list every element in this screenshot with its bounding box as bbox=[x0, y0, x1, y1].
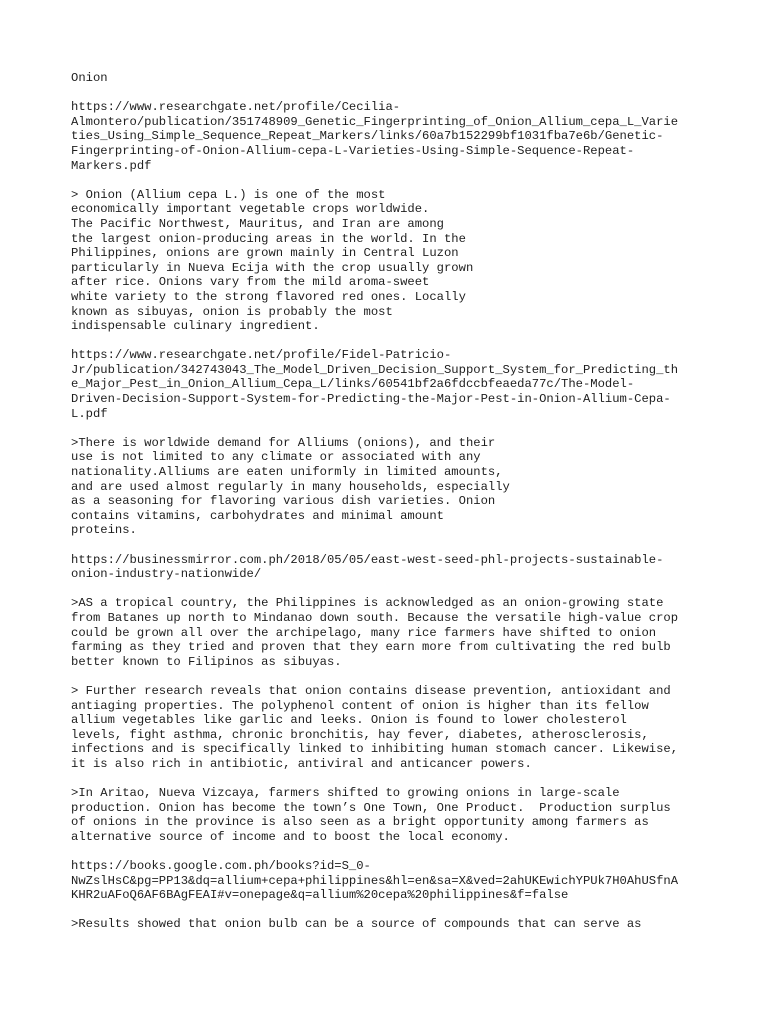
source-link-businessmirror[interactable]: https://businessmirror.com.ph/2018/05/05/east-west-seed-phl-projects-sustainable- onion-industry-nationwide/ bbox=[71, 552, 664, 582]
quote-tropical-country: >AS a tropical country, the Philippines is acknowledged as an onion-growing state from Batanes up north to Mindanao down south. Because the versatile high-value crop could be grown all over the archipelago, many rice farmers have shifted to onion farming as they tried and proven that they earn more from cultivating the red bulb better known to Filipinos as sibuyas. bbox=[71, 596, 679, 669]
quote-results-onion-bulb: >Results showed that onion bulb can be a source of compounds that can serve as bbox=[71, 917, 642, 932]
source-link-decision-support-system[interactable]: https://www.researchgate.net/profile/Fidel-Patricio- Jr/publication/342743043_The_Model_Driven_Decision_Support_System_for_Predicting_th e_Major_Pest_in_Onion_Allium_Cepa_L/links/60541bf2a6fdccbfeaeda77c/The-Model- Driven-Decision-Support-System-for-Predicting-the-Major-Pest-in-Onion-Allium-Cepa- L.pdf bbox=[71, 348, 679, 421]
quote-health-benefits: > Further research reveals that onion contains disease prevention, antioxidant and antiaging properties. The polyphenol content of onion is higher than its fellow allium vegetables like garlic and leeks. Onion is found to lower cholesterol levels, fight asthma, chronic bronchitis, hay fever, diabetes, atherosclerosis, infections and is specifically linked to inhibiting human stomach cancer. Likewise, it is also rich in antibiotic, antiviral and anticancer powers. bbox=[71, 683, 679, 771]
quote-aritao-farmers: >In Aritao, Nueva Vizcaya, farmers shifted to growing onions in large-scale production. Onion has become the town’s One Town, One Product. Production surplus of onions in the province is also seen as a bright opportunity among farmers as alternative source of income and to boost the local economy. bbox=[71, 786, 671, 844]
source-link-google-books[interactable]: https://books.google.com.ph/books?id=S_0- NwZslHsC&pg=PP13&dq=allium+cepa+philippines&hl=en&sa=X&ved=2ahUKEwichYPUk7H0AhUSfnA KHR2uAFoQ6AF6BAgFEAI#v=onepage&q=allium%20cepa%20philippines&f=false bbox=[71, 859, 679, 903]
quote-onion-economic-importance: > Onion (Allium cepa L.) is one of the most economically important vegetable crops worldwide. The Pacific Northwest, Mauritus, and Iran are among the largest onion-producing areas in the world. In the Philippines, onions are grown mainly in Central Luzon particularly in Nueva Ecija with the crop usually grown after rice. Onions vary from the mild aroma-sweet white variety to the strong flavored red ones. Locally known as sibuyas, onion is probably the most indispensable culinary ingredient. bbox=[71, 187, 474, 334]
document-body bbox=[71, 71, 711, 947]
quote-worldwide-demand: >There is worldwide demand for Alliums (onions), and their use is not limited to any climate or associated with any nationality.Alliums are eaten uniformly in limited amounts, and are used almost regularly in many households, especially as a seasoning for flavoring various dish varieties. Onion contains vitamins, carbohydrates and minimal amount proteins. bbox=[71, 435, 510, 538]
source-link-genetic-fingerprinting[interactable]: https://www.researchgate.net/profile/Cecilia- Almontero/publication/351748909_Genetic_Fingerprinting_of_Onion_Allium_cepa_L_Varie ties_Using_Simple_Sequence_Repeat_Markers/links/60a7b152299bf1031fba7e6b/Genetic- Fingerprinting-of-Onion-Allium-cepa-L-Varieties-Using-Simple-Sequence-Repeat- Markers.pdf bbox=[71, 100, 679, 173]
document-title: Onion bbox=[71, 71, 108, 85]
